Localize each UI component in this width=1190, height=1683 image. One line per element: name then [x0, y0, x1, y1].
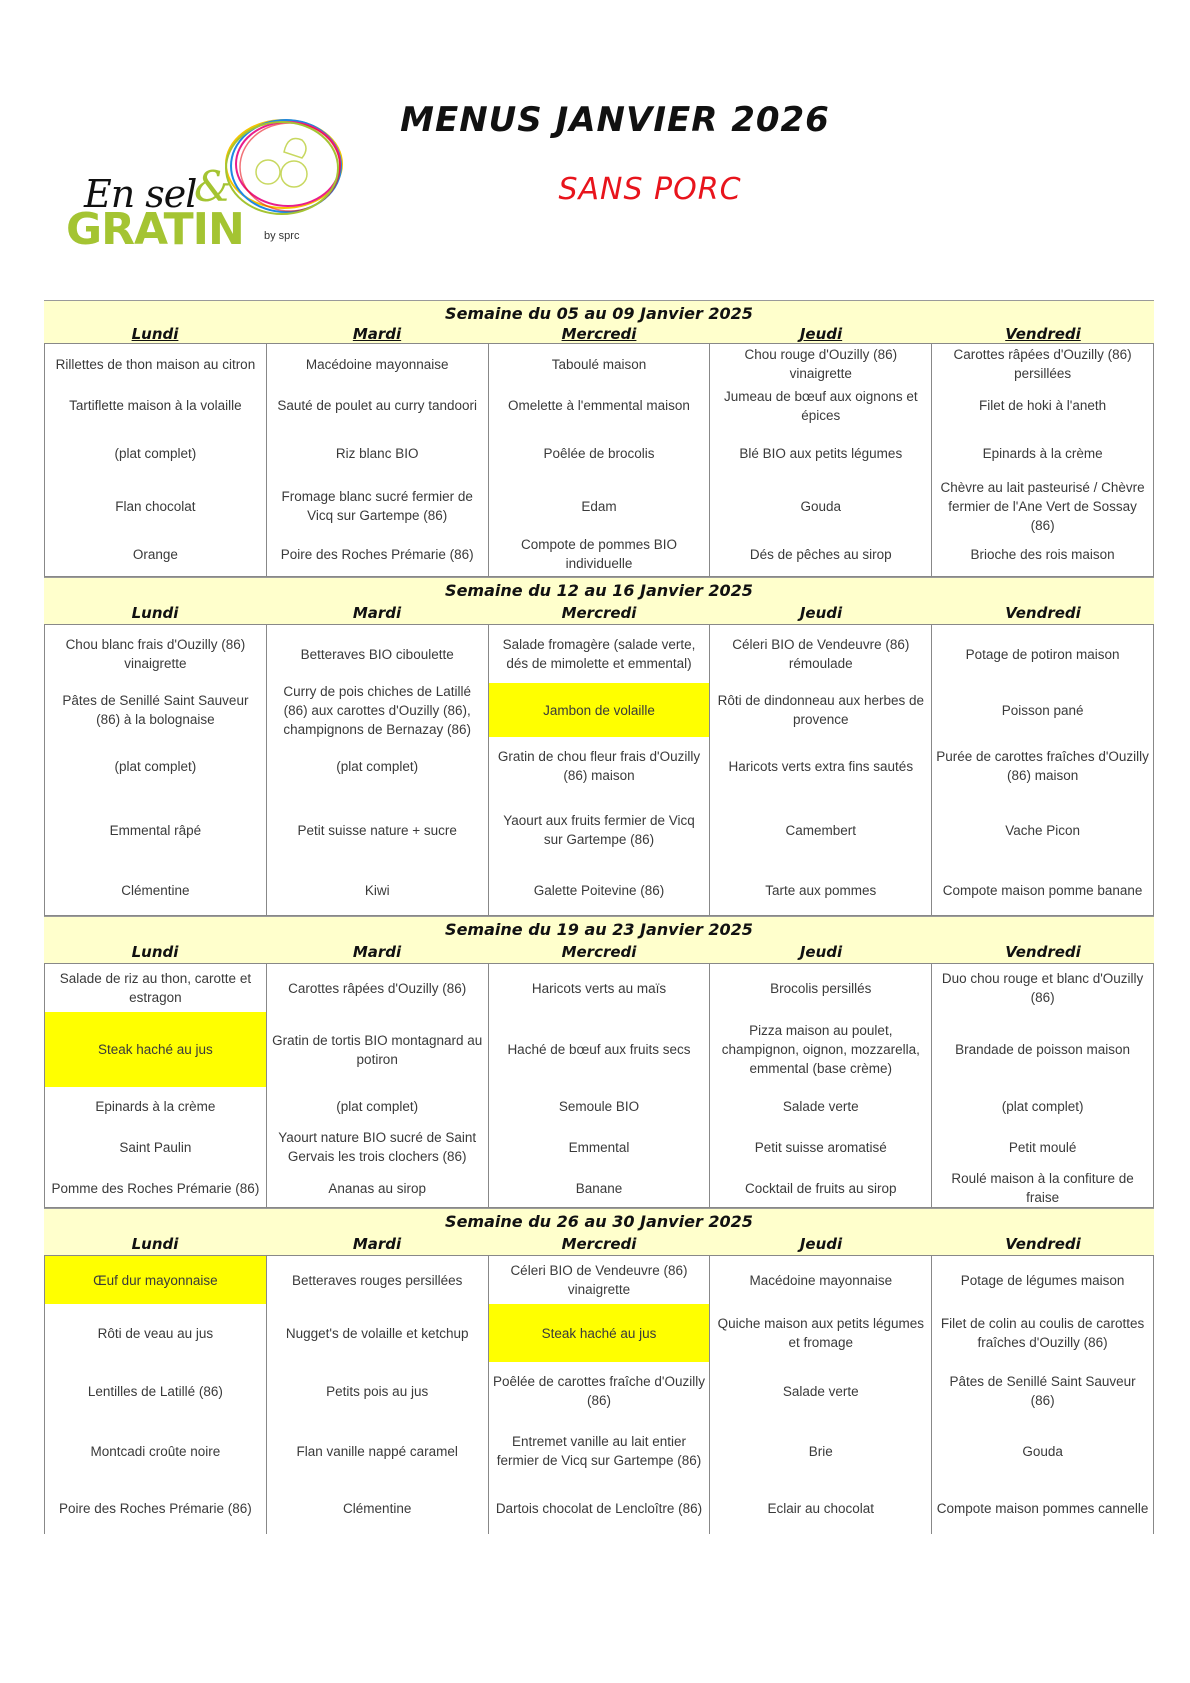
menu-item: Compote maison pomme banane: [942, 882, 1143, 898]
menu-item: Roulé maison à la confiture de fraise: [951, 1171, 1134, 1205]
menu-item: Galette Poitevine (86): [533, 882, 665, 898]
menu-item: Brocolis persillés: [770, 980, 872, 996]
menu-item: Taboulé maison: [551, 356, 647, 372]
menu-item: Chou rouge d'Ouzilly (86) vinaigrette: [744, 347, 898, 381]
menu-weeks: [44, 300, 1154, 1534]
week-section: [44, 916, 1154, 1208]
menu-item-highlighted: Steak haché au jus: [489, 1304, 710, 1362]
day-header: Vendredi: [1005, 604, 1081, 622]
menu-item: Pizza maison au poulet, champignon, oignon, mozzarella, emmental (base crème): [721, 1023, 920, 1076]
menu-item: Edam: [581, 498, 617, 514]
day-header: Mardi: [352, 604, 402, 622]
menu-item: Nugget's de volaille et ketchup: [285, 1325, 469, 1341]
menu-item: Saint Paulin: [119, 1139, 192, 1155]
menu-item: Sauté de poulet au curry tandoori: [277, 398, 478, 413]
menu-item: Rôti de dindonneau aux herbes de provence: [717, 693, 924, 727]
day-header: Jeudi: [799, 604, 843, 622]
logo-byline: by sprc: [264, 230, 300, 242]
menu-item: Haricots verts extra fins sautés: [728, 758, 914, 774]
menu-item-highlighted: Steak haché au jus: [45, 1012, 266, 1087]
day-column: [267, 625, 489, 915]
menu-item: Quiche maison aux petits légumes et fromage: [717, 1316, 924, 1350]
page-title: MENUS JANVIER 2026: [400, 100, 830, 140]
menu-item: Compote maison pommes cannelle: [936, 1500, 1149, 1516]
menu-item: Vache Picon: [1005, 822, 1080, 838]
menu-item: Macédoine mayonnaise: [305, 356, 449, 372]
menu-item: Cocktail de fruits au sirop: [745, 1180, 897, 1196]
day-column: [710, 964, 932, 1207]
menu-item: Salade verte: [782, 1383, 859, 1399]
day-headers: [44, 602, 1154, 624]
menu-item: Omelette à l'emmental maison: [508, 398, 690, 413]
day-headers: [44, 1233, 1154, 1255]
menu-grid: [44, 963, 1154, 1208]
menu-item: Poêlée de brocolis: [543, 446, 655, 461]
week-header: [44, 1209, 1154, 1255]
menu-item: Céleri BIO de Vendeuvre (86) rémoulade: [732, 637, 910, 671]
menu-item: Filet de colin au coulis de carottes fraîches d'Ouzilly (86): [940, 1316, 1145, 1350]
menu-item: Flan vanille nappé caramel: [296, 1443, 458, 1459]
menu-item: Poire des Roches Prémarie (86): [280, 546, 474, 562]
week-header: [44, 578, 1154, 624]
day-header: Mercredi: [561, 943, 637, 961]
menu-item: Riz blanc BIO: [335, 446, 419, 461]
day-column: [45, 625, 267, 915]
day-column: [932, 344, 1154, 576]
day-header: Jeudi: [799, 325, 843, 343]
week-title: Semaine du 26 au 30 Janvier 2025: [445, 1212, 753, 1231]
menu-item: Gouda: [1022, 1443, 1063, 1459]
day-header: Jeudi: [799, 943, 843, 961]
menu-item: Compote de pommes BIO individuelle: [520, 537, 678, 571]
menu-item: Clémentine: [121, 882, 190, 898]
day-header: Lundi: [131, 604, 179, 622]
menu-item: Tartiflette maison à la volaille: [69, 398, 242, 413]
day-column: [489, 1256, 711, 1534]
menu-item: Clémentine: [343, 1500, 412, 1516]
menu-item: Purée de carottes fraîches d'Ouzilly (86) maison: [936, 749, 1149, 783]
day-column: [932, 964, 1154, 1207]
day-column: [932, 1256, 1154, 1534]
menu-item: Orange: [132, 546, 178, 562]
day-header: Jeudi: [799, 1235, 843, 1253]
menu-item-highlighted: Jambon de volaille: [489, 683, 710, 737]
week-header: [44, 301, 1154, 343]
week-title: Semaine du 19 au 23 Janvier 2025: [445, 920, 753, 939]
day-headers: [44, 325, 1154, 343]
menu-item: Haricots verts au maïs: [531, 980, 667, 996]
day-column: [45, 344, 267, 576]
menu-item: (plat complet): [1001, 1098, 1084, 1114]
menu-item: Lentilles de Latillé (86): [87, 1383, 223, 1399]
logo-main-text: GRATIN: [66, 204, 244, 255]
week-title: Semaine du 12 au 16 Janvier 2025: [445, 581, 753, 600]
menu-item: Fromage blanc sucré fermier de Vicq sur Gartempe (86): [281, 489, 473, 523]
menu-item: Kiwi: [364, 882, 390, 898]
menu-item: Petit suisse nature + sucre: [297, 822, 457, 838]
menu-item: Epinards à la crème: [982, 446, 1103, 461]
menu-item: Pâtes de Senillé Saint Sauveur (86) à la bolognaise: [62, 693, 249, 727]
week-title: Semaine du 05 au 09 Janvier 2025: [445, 304, 753, 323]
day-column: [932, 625, 1154, 915]
menu-item: Salade fromagère (salade verte, dés de mimolette et emmental): [502, 637, 696, 671]
week-section: [44, 577, 1154, 916]
menu-item: Curry de pois chiches de Latillé (86) aux carottes d'Ouzilly (86), champignons de Bernazay (86): [283, 683, 471, 737]
logo-ampersand: &: [194, 162, 232, 211]
day-header: Mardi: [352, 1235, 402, 1253]
menu-item: Rôti de veau au jus: [97, 1325, 214, 1341]
menu-item: Carottes râpées d'Ouzilly (86): [288, 980, 467, 996]
menu-item: Petit moulé: [1008, 1139, 1077, 1155]
day-column: [710, 625, 932, 915]
day-column: [45, 964, 267, 1207]
day-header: Vendredi: [1005, 325, 1081, 343]
day-header: Lundi: [131, 325, 179, 343]
menu-item: Carottes râpées d'Ouzilly (86) persillées: [953, 347, 1132, 381]
menu-item: Jumeau de bœuf aux oignons et épices: [723, 388, 918, 423]
menu-item: Montcadi croûte noire: [90, 1443, 221, 1459]
menu-item: (plat complet): [336, 1098, 419, 1114]
menu-item: Dés de pêches au sirop: [749, 546, 892, 562]
menu-item: Haché de bœuf aux fruits secs: [507, 1042, 691, 1057]
menu-item: Epinards à la crème: [95, 1098, 216, 1114]
logo-script-text: En sel: [84, 172, 197, 216]
menu-item: Brioche des rois maison: [970, 546, 1115, 562]
menu-item: Pomme des Roches Prémarie (86): [51, 1180, 260, 1196]
day-header: Mardi: [352, 943, 402, 961]
menu-item: Dartois chocolat de Lencloître (86): [495, 1500, 703, 1516]
menu-item: Tarte aux pommes: [765, 882, 877, 898]
day-header: Vendredi: [1005, 1235, 1081, 1253]
page-subtitle: SANS PORC: [558, 172, 742, 207]
menu-item: Blé BIO aux petits légumes: [739, 446, 903, 461]
day-column: [710, 344, 932, 576]
day-column: [710, 1256, 932, 1534]
menu-grid: [44, 1255, 1154, 1534]
week-header: [44, 917, 1154, 963]
day-header: Mercredi: [561, 1235, 637, 1253]
menu-item: Ananas au sirop: [328, 1180, 426, 1196]
menu-item: Petits pois au jus: [326, 1383, 429, 1399]
menu-item: (plat complet): [114, 758, 197, 774]
day-column: [489, 344, 711, 576]
menu-item: (plat complet): [114, 446, 197, 461]
day-header: Mardi: [352, 325, 402, 343]
day-header: Lundi: [131, 943, 179, 961]
menu-item: Banane: [575, 1180, 623, 1196]
menu-item: Betteraves rouges persillées: [292, 1272, 463, 1288]
menu-item: Semoule BIO: [558, 1098, 640, 1114]
day-header: Lundi: [131, 1235, 179, 1253]
day-column: [489, 625, 711, 915]
menu-item: Pâtes de Senillé Saint Sauveur (86): [949, 1374, 1136, 1408]
menu-item: Camembert: [785, 822, 857, 838]
menu-grid: [44, 343, 1154, 577]
menu-item: Betteraves BIO ciboulette: [300, 646, 454, 662]
menu-item: Yaourt nature BIO sucré de Saint Gervais les trois clochers (86): [278, 1130, 477, 1164]
day-column: [45, 1256, 267, 1534]
day-headers: [44, 941, 1154, 963]
week-section: [44, 300, 1154, 577]
menu-item: Entremet vanille au lait entier fermier de Vicq sur Gartempe (86): [496, 1434, 702, 1468]
menu-item: Poêlée de carottes fraîche d'Ouzilly (86): [493, 1374, 705, 1408]
day-column: [267, 344, 489, 576]
menu-item: Macédoine mayonnaise: [749, 1272, 893, 1288]
menu-item: Yaourt aux fruits fermier de Vicq sur Gartempe (86): [503, 813, 695, 847]
menu-item: Emmental: [568, 1139, 630, 1155]
menu-item: Chèvre au lait pasteurisé / Chèvre fermier de l'Ane Vert de Sossay (86): [940, 479, 1145, 533]
menu-item: Eclair au chocolat: [767, 1500, 875, 1516]
menu-item: Brandade de poisson maison: [955, 1042, 1131, 1057]
day-header: Mercredi: [561, 325, 637, 343]
day-header: Vendredi: [1005, 943, 1081, 961]
menu-item: Gratin de tortis BIO montagnard au potiron: [272, 1032, 483, 1067]
menu-grid: [44, 624, 1154, 916]
day-column: [489, 964, 711, 1207]
menu-item: Filet de hoki à l'aneth: [979, 398, 1107, 413]
menu-item: Brie: [808, 1443, 833, 1459]
menu-item: Poisson pané: [1001, 702, 1084, 718]
menu-item: Gouda: [800, 498, 842, 514]
menu-item: Gratin de chou fleur frais d'Ouzilly (86) maison: [497, 749, 701, 783]
menu-item: Rillettes de thon maison au citron: [55, 356, 256, 372]
day-column: [267, 964, 489, 1207]
week-section: [44, 1208, 1154, 1534]
menu-item: Petit suisse aromatisé: [754, 1139, 887, 1155]
menu-item: Flan chocolat: [115, 498, 196, 514]
menu-item: Céleri BIO de Vendeuvre (86) vinaigrette: [510, 1263, 688, 1297]
menu-item: Potage de légumes maison: [960, 1272, 1125, 1288]
menu-item: Salade verte: [782, 1098, 859, 1114]
menu-item: Salade de riz au thon, carotte et estragon: [59, 971, 252, 1005]
menu-item: Poire des Roches Prémarie (86): [58, 1500, 252, 1516]
menu-item: Chou blanc frais d'Ouzilly (86) vinaigrette: [65, 637, 246, 671]
menu-item-highlighted: Œuf dur mayonnaise: [45, 1256, 266, 1304]
menu-item: (plat complet): [336, 758, 419, 774]
menu-item: Duo chou rouge et blanc d'Ouzilly (86): [941, 971, 1144, 1005]
day-header: Mercredi: [561, 604, 637, 622]
day-column: [267, 1256, 489, 1534]
menu-item: Emmental râpé: [109, 822, 202, 838]
menu-item: Potage de potiron maison: [965, 646, 1120, 662]
